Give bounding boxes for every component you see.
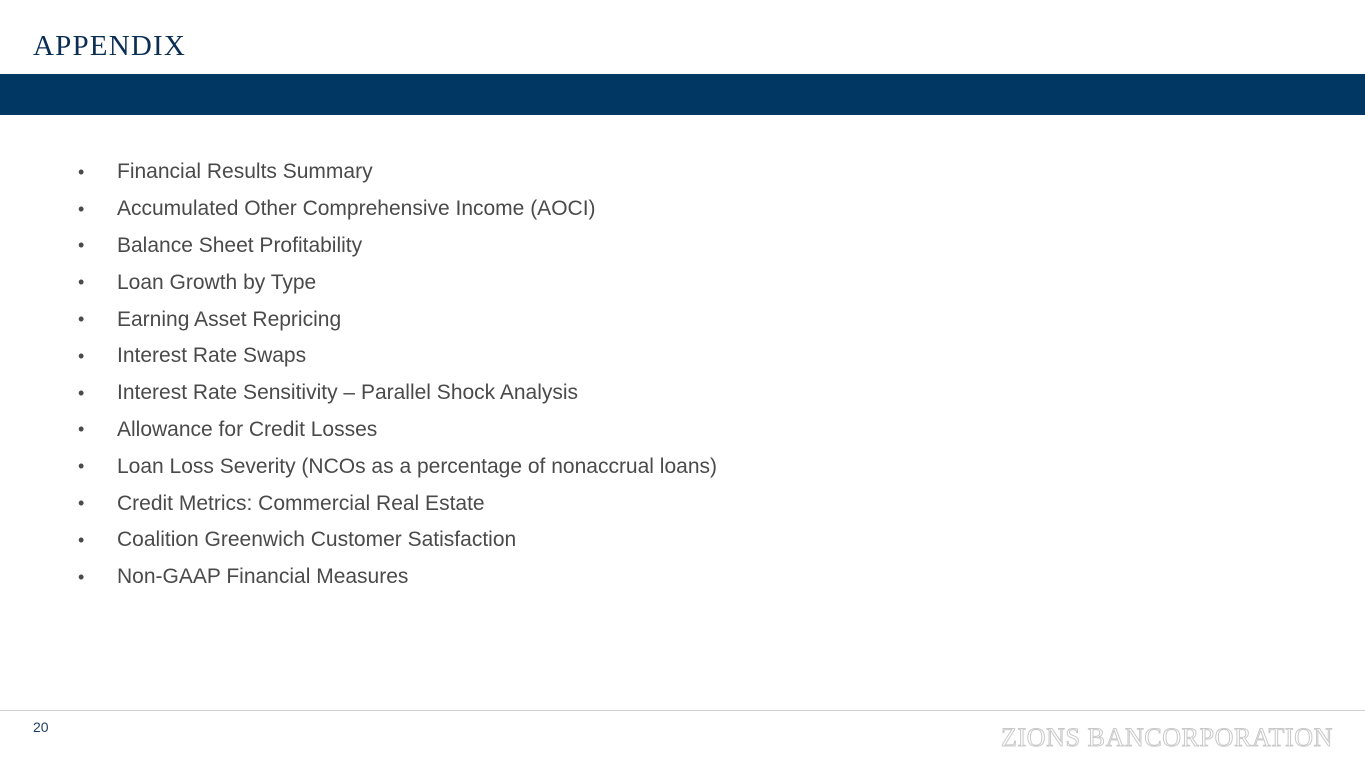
- list-item-label: Balance Sheet Profitability: [117, 233, 363, 257]
- bullet-icon: •: [78, 309, 85, 330]
- list-item: [78, 338, 717, 375]
- list-item: [78, 448, 717, 485]
- zions-logo: [967, 723, 1335, 751]
- title-band: [0, 74, 1365, 115]
- list-item-label: Earning Asset Repricing: [117, 307, 342, 331]
- list-item: [78, 264, 717, 301]
- list-item-label: Financial Results Summary: [117, 160, 373, 184]
- bullet-icon: •: [78, 456, 85, 477]
- list-item-label: Interest Rate Swaps: [117, 344, 307, 368]
- bullet-icon: •: [78, 382, 85, 403]
- list-item-label: Loan Growth by Type: [117, 270, 317, 294]
- list-item: [78, 301, 717, 338]
- list-item-label: Credit Metrics: Commercial Real Estate: [117, 491, 485, 515]
- list-item-label: Allowance for Credit Losses: [117, 417, 378, 441]
- list-item-label: Loan Loss Severity (NCOs as a percentage of nonaccrual loans): [117, 454, 717, 478]
- bullet-icon: •: [78, 419, 85, 440]
- list-item: [78, 375, 717, 412]
- list-item: [78, 191, 717, 228]
- bullet-icon: •: [78, 161, 85, 182]
- bullet-icon: •: [78, 566, 85, 587]
- page-number: 20: [33, 719, 49, 735]
- bullet-icon: •: [78, 493, 85, 514]
- list-item-label: Coalition Greenwich Customer Satisfaction: [117, 528, 517, 552]
- bullet-icon: •: [78, 345, 85, 366]
- list-item-label: Non-GAAP Financial Measures: [117, 565, 409, 589]
- list-item: [78, 228, 717, 265]
- bullet-icon: •: [78, 198, 85, 219]
- list-item: [78, 154, 717, 191]
- bullet-icon: •: [78, 529, 85, 550]
- logo-text: ZIONS BANCORPORATION: [1001, 723, 1333, 751]
- list-item: [78, 412, 717, 449]
- list-item: [78, 559, 717, 596]
- list-item: [78, 485, 717, 522]
- list-item-label: Interest Rate Sensitivity – Parallel Shock Analysis: [117, 381, 579, 405]
- list-item-label: Accumulated Other Comprehensive Income (AOCI): [117, 197, 596, 221]
- appendix-list: [78, 154, 717, 596]
- list-item: [78, 522, 717, 559]
- slide-title: APPENDIX: [33, 30, 186, 62]
- footer-divider: [0, 710, 1365, 711]
- bullet-icon: •: [78, 235, 85, 256]
- bullet-icon: •: [78, 272, 85, 293]
